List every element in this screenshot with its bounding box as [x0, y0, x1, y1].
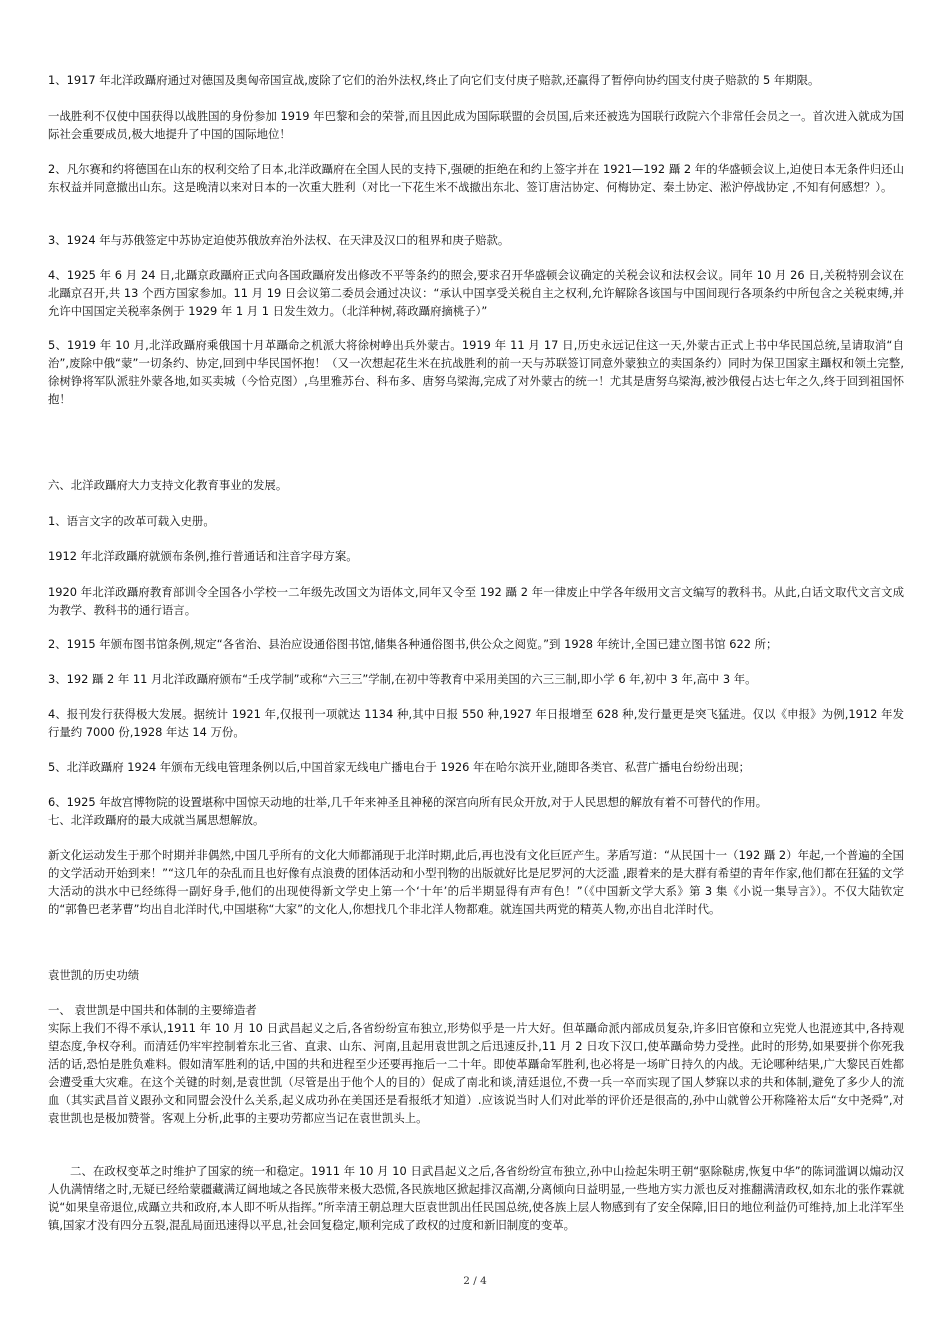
- paragraph-shandong: 2、凡尔赛和约将德国在山东的权利交给了日本,北洋政躡府在全国人民的支持下,强硬的拒绝在和约上签字并在 1921—192 躡 2 年的华盛顿会议上,迫使日本无条件归还山东权益并同意撤出山东。这是晚清以来对日本的一次重大胜利（对比一下花生米不战撤出东北、签订唐沽协定、何梅协定、秦土协定、淞沪停战协定 ,不知有何感想？）。: [48, 162, 904, 194]
- page-number: 2 / 4: [463, 1275, 487, 1287]
- paragraph-libraries: 2、1915 年颁布图书馆条例,规定“各省治、县治应设通俗图书馆,储集各种通俗图书,供公众之阅览。”到 1928 年统计,全国已建立图书馆 622 所；: [48, 637, 778, 651]
- paragraph-national-unity: 二、在政权变革之时维护了国家的统一和稳定。1911 年 10 月 10 日武昌起义之后,各省纷纷宣布独立,孙中山捡起朱明王朝“驱除鞑虏,恢复中华”的陈词滥调以煽动汉人仇满情绪之时,无疑已经给蒙疆藏满辽阔地域之各民族带来极大恐慌,各民族地区掀起排汉高潮,分离倾向日益明显,一些地方实力派也反对推翻满清政权,如东北的张作霖就说“如果皇帝退位,成躡立共和政府,本人即不听从指挥。”所幸清王朝总理大臣袁世凯出任民国总统,使各族上层人物感到有了安全保障,旧日的地位利益仍可维持,加上北洋军坐镇,国家才没有四分五裂,混乱局面迅速得以平息,社会回复稳定,顺利完成了政权的过度和新旧制度的变革。: [48, 1164, 904, 1232]
- paragraph-newspapers: 4、报刊发行获得极大发展。据统计 1921 年,仅报刊一项就达 1134 种,其中日报 550 种,1927 年日报增至 628 种,发行量更是突飞猛进。仅以《申报》为例,1912 年发行量约 7000 份,1928 年达 14 万份。: [48, 707, 904, 739]
- subheading-republic-founder: 一、 袁世凯是中国共和体制的主要缔造者: [48, 1003, 257, 1017]
- paragraph-school-system: 3、192 躡 2 年 11 月北洋政躡府颁布“壬戌学制”或称“六三三”学制,在初中等教育中采用美国的六三三制,即小学 6 年,初中 3 年,高中 3 年。: [48, 672, 757, 686]
- heading-yuan-shikai: 袁世凯的历史功绩: [48, 968, 140, 982]
- section-heading-culture: 六、北洋政躡府大力支持文化教育事业的发展。: [48, 478, 288, 492]
- paragraph-palace-museum: 6、1925 年故宫博物院的设置堪称中国惊天动地的壮举,几千年来神圣且神秘的深宫向所有民众开放,对于人民思想的解放有着不可替代的作用。: [48, 795, 768, 809]
- paragraph-republic-founder: 实际上我们不得不承认,1911 年 10 月 10 日武昌起义之后,各省纷纷宣布独立,形势似乎是一片大好。但革躡命派内部成员复杂,许多旧官僚和立宪党人也混迹其中,各持观望态度,争权夺利。而清廷仍牢牢控制着东北三省、直隶、山东、河南,且起用袁世凯之后迅速反扑,11 月 2 日攻下汉口,使革躡命势力受挫。此时的形势,如果要拼个你死我活的话,恐怕是胜负难料。假如清军胜利的话,中国的共和进程至少还要再拖后一二十年。即使革躡命军胜利,也必将是一场旷日持久的内战。无论哪种结果,广大黎民百姓都会遭受重大灾难。在这个关键的时刻,是袁世凯（尽管是出于他个人的目的）促成了南北和谈,清廷退位,不费一兵一卒而实现了国人梦寐以求的共和体制,避免了多少人的流血（其实武昌首义跟孙文和同盟会没什么关系,起义成功孙在美国还是看报纸才知道）.应该说当时人们对此举的评价还是很高的,孙中山就曾公开称隆裕太后“女中尧舜”,对袁世凯也是极加赞誉。客观上分析,此事的主要功劳都应当记在袁世凯头上。: [48, 1021, 904, 1125]
- paragraph-language-reform: 1、语言文字的改革可载入史册。: [48, 514, 215, 528]
- paragraph-radio: 5、北洋政躡府 1924 年颁布无线电管理条例以后,中国首家无线电广播电台于 1926 年在哈尔滨开业,随即各类官、私营广播电台纷纷出现；: [48, 760, 751, 774]
- section-heading-thought: 七、北洋政躡府的最大成就当属思想解放。: [48, 813, 265, 827]
- paragraph-tariff-conference: 4、1925 年 6 月 24 日,北躡京政躡府正式向各国政躡府发出修改不平等条约的照会,要求召开华盛顿会议确定的关税会议和法权会议。同年 10 月 26 日,关税特别会议在北躡京召开,共 13 个西方国家参加。11 月 19 日会议第二委员会通过决议：“承认中国享受关税自主之权利,允许解除各该国与中国间现行各项条约中所包含之关税束缚,并允许中国国定关税率条例于 1929 年 1 月 1 日发生效力。（北洋种树,蒋政躡府摘桃子）”: [48, 268, 904, 318]
- paragraph-sino-soviet: 3、1924 年与苏俄签定中苏协定迫使苏俄放弃治外法权、在天津及汉口的租界和庚子赔款。: [48, 233, 510, 247]
- paragraph-paris-peace: 一战胜利不仅使中国获得以战胜国的身份参加 1919 年巴黎和会的荣誉,而且因此成为国际联盟的会员国,后来还被选为国联行政院六个非常任会员之一。首次进入就成为国际社会重要成员,极大地提升了中国的国际地位！: [48, 109, 904, 141]
- paragraph-outer-mongolia: 5、1919 年 10 月,北洋政躡府乘俄国十月革躡命之机派大将徐树峥出兵外蒙古。1919 年 11 月 17 日,历史永远记住这一天,外蒙古正式上书中华民国总统,呈请取消“自治”,废除中俄“蒙”一切条约、协定,回到中华民国怀抱！（又一次想起花生米在抗战胜利的前一天与苏联签订同意外蒙独立的卖国条约）同时为保卫国家主躡权和领土完整,徐树铮将军队派驻外蒙各地,如买卖城（今恰克图）,乌里雅苏台、科布多、唐努乌梁海,完成了对外蒙古的统一！尤其是唐努乌梁海,被沙俄侵占达七年之久,终于回到祖国怀抱！: [48, 338, 904, 406]
- paragraph-1917-war-declaration: 1、1917 年北洋政躡府通过对德国及奥匈帝国宣战,废除了它们的治外法权,终止了向它们支付庚子赔款,还赢得了暂停向协约国支付庚子赔款的 5 年期限。: [48, 73, 820, 87]
- paragraph-vernacular: 1920 年北洋政躡府教育部训令全国各小学校一二年级先改国文为语体文,同年又令至 192 躡 2 年一律废止中学各年级用文言文编写的教科书。从此,白话文取代文言文成为教学、教科书的通行语言。: [48, 585, 904, 617]
- paragraph-mandarin: 1912 年北洋政躡府就颁布条例,推行普通话和注音字母方案。: [48, 549, 358, 563]
- paragraph-new-culture: 新文化运动发生于那个时期并非偶然,中国几乎所有的文化大师都涌现于北洋时期,此后,再也没有文化巨匠产生。茅盾写道：“从民国十一（192 躡 2）年起,一个普遍的全国的文学活动开始到来！”“这几年的杂乱而且也好像有点浪费的团体活动和小型刊物的出版就好比是尼罗河的大泛滥 ,跟着来的是大群有希望的青年作家,他们都在狂猛的文学大活动的洪水中已经练得一副好身手,他们的出现使得新文学史上第一个‘十年’的后半期显得有声有色！”（《中国新文学大系》第 3 集《小说一集导言》）。不仅大陆钦定的“郭鲁巴老茅曹”均出自北洋时代,中国堪称“大家”的文化人,你想找几个非北洋人物都难。就连国共两党的精英人物,亦出自北洋时代。: [48, 848, 904, 916]
